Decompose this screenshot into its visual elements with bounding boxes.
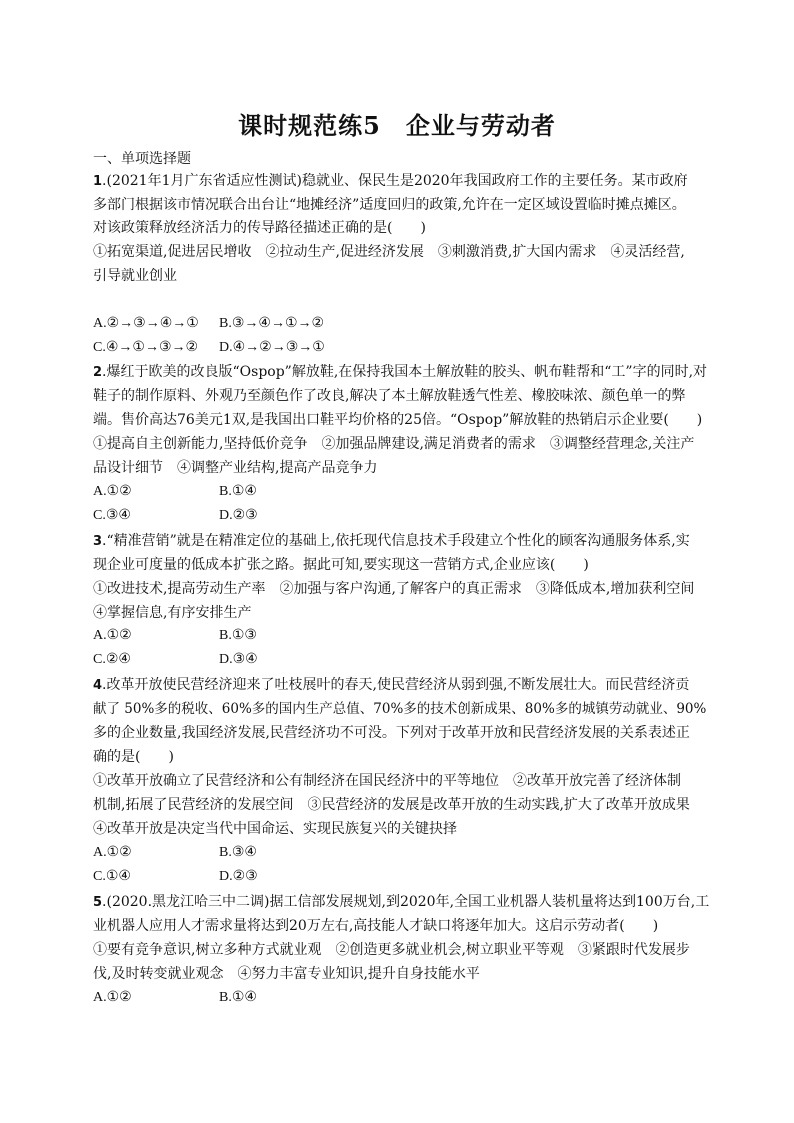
question-1-line-3: 对该政策释放经济活力的传导路径描述正确的是( ) — [93, 220, 426, 236]
question-3-line-2: 现企业可度量的低成本扩张之路。据此可知,要实现这一营销方式,企业应该( ) — [93, 557, 589, 573]
question-1-number: 1 — [93, 174, 103, 189]
question-4-line-4: 确的是( ) — [93, 749, 174, 765]
question-2-line-4: ①提高自主创新能力,坚持低价竞争 ②加强品牌建设,满足消费者的需求 ③调整经营理念,关注产 — [93, 436, 695, 452]
question-4-option-d: D.②③ — [219, 869, 258, 884]
question-1-text: .(2021年1月广东省适应性测试)稳就业、保民生是2020年我国政府工作的主要任务。某市政府 — [102, 173, 688, 189]
question-2-number: 2 — [93, 365, 103, 380]
question-1-option-c: C.④→①→③→② — [93, 340, 199, 355]
question-4-option-c: C.①④ — [93, 869, 131, 884]
question-4-line-5: ①改革开放确立了民营经济和公有制经济在国民经济中的平等地位 ②改革开放完善了经济体制 — [93, 773, 681, 789]
question-2-line-1 — [93, 364, 707, 381]
question-4-number: 4 — [93, 678, 103, 693]
question-3-text: .“精准营销”就是在精准定位的基础上,依托现代信息技术手段建立个性化的顾客沟通服务体系,实 — [102, 533, 690, 549]
question-1-line-2: 多部门根据该市情况联合出台让“地摊经济”适度回归的政策,允许在一定区域设置临时摊点摊区。 — [93, 197, 686, 213]
question-5-number: 5 — [93, 895, 103, 910]
page-title: 课时规范练5 企业与劳动者 — [238, 111, 556, 140]
question-3-option-d: D.③④ — [219, 652, 258, 667]
question-3-option-c: C.②④ — [93, 652, 131, 667]
question-3-line-3: ①改进技术,提高劳动生产率 ②加强与客户沟通,了解客户的真正需求 ③降低成本,增加获利空间 — [93, 581, 695, 597]
question-1-option-d: D.④→②→③→① — [219, 340, 325, 355]
question-5-line-1 — [93, 894, 709, 911]
question-5-line-4: 伐,及时转变就业观念 ④努力丰富专业知识,提升自身技能水平 — [93, 966, 480, 982]
question-1-option-a: A.②→③→④→① — [93, 316, 199, 331]
question-2-text: .爆红于欧美的改良版“Ospop”解放鞋,在保持我国本土解放鞋的胶头、帆布鞋帮和“工”字的同时,对 — [102, 364, 708, 380]
question-1-line-4: ①拓宽渠道,促进居民增收 ②拉动生产,促进经济发展 ③刺激消费,扩大国内需求 ④灵活经营, — [93, 244, 685, 260]
question-4-line-3: 多的企业数量,我国经济发展,民营经济功不可没。下列对于改革开放和民营经济发展的关系表述正 — [93, 725, 690, 741]
question-2-option-d: D.②③ — [219, 508, 258, 523]
question-5-line-3: ①要有竞争意识,树立多种方式就业观 ②创造更多就业机会,树立职业平等观 ③紧跟时代发展步 — [93, 942, 690, 958]
question-3-option-b: B.①③ — [219, 628, 257, 643]
question-5-option-a: A.①② — [93, 990, 132, 1005]
question-3-line-4: ④掌握信息,有序安排生产 — [93, 605, 252, 621]
question-2-option-a: A.①② — [93, 484, 132, 499]
question-4-option-a: A.①② — [93, 845, 132, 860]
question-2-option-b: B.①④ — [219, 484, 257, 499]
question-3-line-1 — [93, 533, 690, 550]
question-2-line-3: 端。售价高达76美元1双,是我国出口鞋平均价格的25倍。“Ospop”解放鞋的热销启示企业要( ) — [93, 412, 703, 428]
question-2-line-2: 鞋子的制作原料、外观乃至颜色作了改良,解决了本土解放鞋透气性差、橡胶味浓、颜色单一的弊 — [93, 388, 686, 404]
question-2-option-c: C.③④ — [93, 508, 131, 523]
question-4-line-1 — [93, 677, 689, 694]
section-heading: 一、单项选择题 — [93, 151, 191, 167]
question-5-line-2: 业机器人应用人才需求量将达到20万左右,高技能人才缺口将逐年加大。这启示劳动者( ) — [93, 918, 659, 934]
question-4-text: .改革开放使民营经济迎来了吐枝展叶的春天,使民营经济从弱到强,不断发展壮大。而民营经济贡 — [102, 677, 690, 693]
question-4-line-7: ④改革开放是决定当代中国命运、实现民族复兴的关键抉择 — [93, 821, 457, 837]
question-4-line-6: 机制,拓展了民营经济的发展空间 ③民营经济的发展是改革开放的生动实践,扩大了改革开放成果 — [93, 797, 690, 813]
question-4-option-b: B.③④ — [219, 845, 257, 860]
question-1-line-5: 引导就业创业 — [93, 268, 177, 284]
question-2-line-5: 品设计细节 ④调整产业结构,提高产品竞争力 — [93, 460, 378, 476]
question-3-option-a: A.①② — [93, 628, 132, 643]
question-3-number: 3 — [93, 534, 103, 549]
question-5-option-b: B.①④ — [219, 990, 257, 1005]
question-1-line-1 — [93, 173, 688, 190]
question-1-option-b: B.③→④→①→② — [219, 316, 325, 331]
question-4-line-2: 献了 50%多的税收、60%多的国内生产总值、70%多的技术创新成果、80%多的城镇劳动就业、90% — [93, 701, 707, 717]
question-5-text: .(2020.黑龙江哈三中二调)据工信部发展规划,到2020年,全国工业机器人装机量将达到100万台,工 — [102, 894, 710, 910]
